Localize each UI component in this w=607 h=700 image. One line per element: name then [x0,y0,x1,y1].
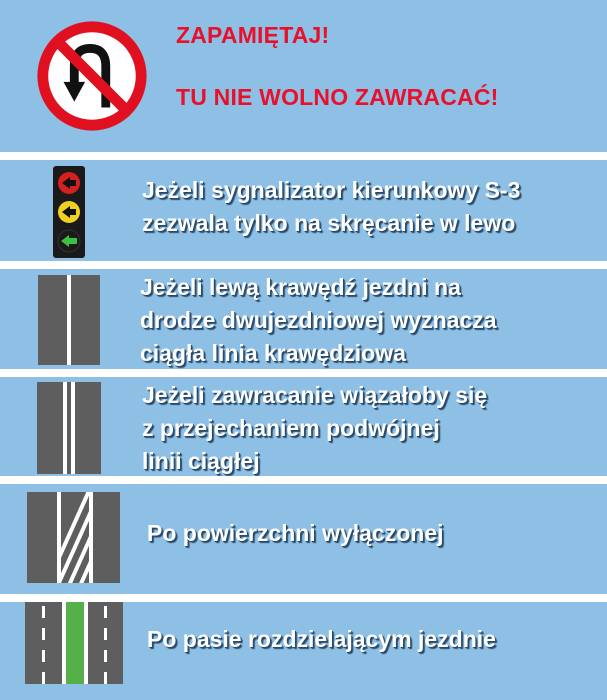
rule-text-line: drodze dwujezdniowej wyznacza [140,307,497,333]
double-solid-line-road-icon [37,382,101,474]
rule-text [140,271,497,370]
rule-text-line: Po powierzchni wyłączonej [147,520,444,546]
hatched-area-road-icon [27,492,120,583]
rule-row-hatched-area [0,484,607,594]
rule-row-double-line [0,377,607,476]
divider [0,261,607,269]
rule-text [147,623,496,656]
divider [0,476,607,484]
rule-text-line: zezwala tylko na skręcanie w lewo [142,210,516,236]
rule-text [147,517,444,550]
rule-text-line: Jeżeli lewą krawędź jezdni na [140,274,461,300]
rule-text-line: z przejechaniem podwójnej [142,415,440,441]
rule-row-median-strip [0,602,607,700]
no-u-turn-sign-icon [33,17,151,135]
divider [0,369,607,377]
divider [0,594,607,602]
rule-text-line: ciągła linia krawędziowa [140,340,406,366]
median-strip-road-icon [25,602,123,684]
header [0,0,607,152]
rule-row-edge-line [0,269,607,369]
rule-text-line: Jeżeli zawracanie wiązałoby się [142,382,488,408]
header-title: ZAPAMIĘTAJ! [176,22,330,48]
divider [0,152,607,160]
rule-row-signal [0,160,607,261]
header-warning: TU NIE WOLNO ZAWRACAĆ! [176,84,499,110]
rule-text-line: Po pasie rozdzielającym jezdnie [147,626,496,652]
rule-text [142,379,487,478]
traffic-signal-s3-icon [53,166,85,258]
rule-text [142,174,520,240]
solid-edge-line-road-icon [38,275,100,365]
rule-text-line: linii ciągłej [142,448,260,474]
rule-text-line: Jeżeli sygnalizator kierunkowy S-3 [142,177,521,203]
